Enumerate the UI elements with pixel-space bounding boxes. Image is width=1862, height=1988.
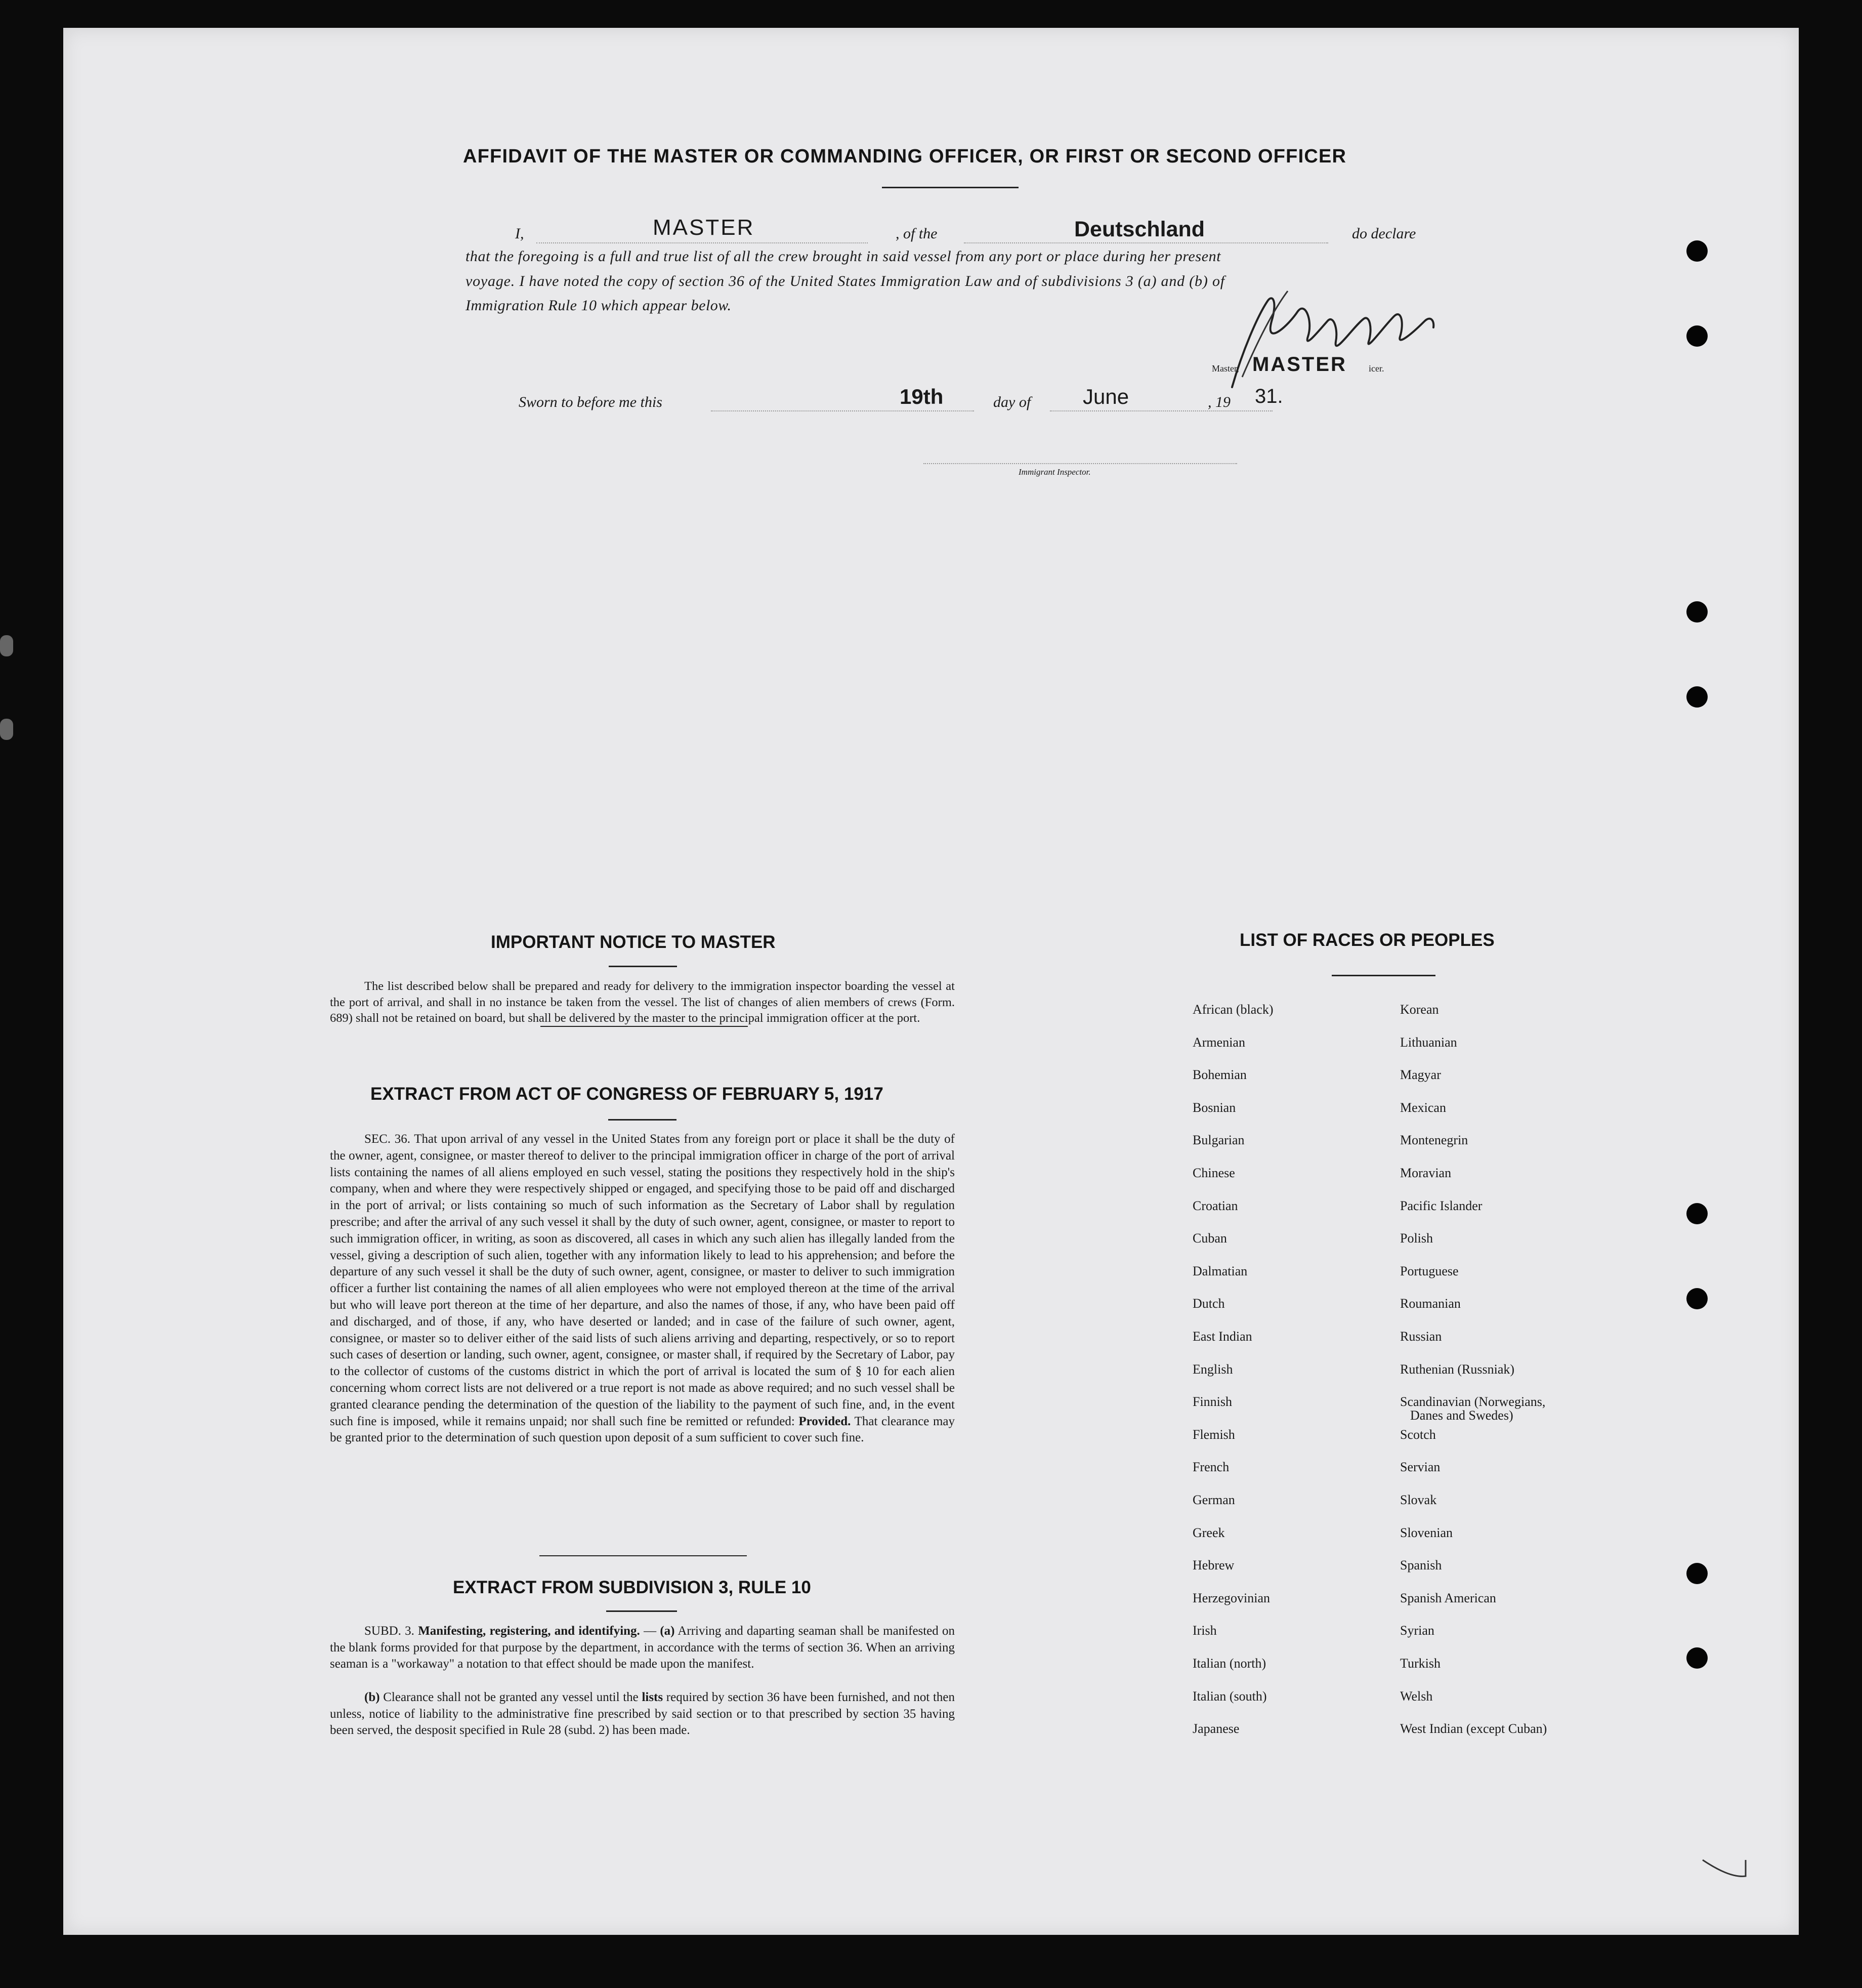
affidavit-body-line3: voyage. I have noted the copy of section 36 of the United States Immigration Law and of subdivisions 3 (a) and (b) of — [466, 273, 1225, 289]
race-item: Korean — [1400, 1002, 1439, 1017]
sworn-year-prefix: , 19 — [1208, 394, 1231, 410]
race-item: French — [1193, 1460, 1230, 1475]
extract-act-proviso-text: That clearance may be granted prior to the determination of such question upon deposit of a sum sufficient to cover such fine. — [330, 1414, 955, 1445]
race-item: African (black) — [1193, 1002, 1274, 1017]
extract-act-proviso: Provided. — [798, 1414, 851, 1428]
race-item: Russian — [1400, 1329, 1442, 1344]
punch-hole — [1686, 1563, 1708, 1584]
master-name-blank — [536, 242, 868, 243]
extract-rule-b-label: (b) — [364, 1690, 380, 1704]
race-item: Flemish — [1193, 1427, 1235, 1442]
sworn-prefix: Sworn to before me this — [519, 394, 662, 410]
extract-rule-subd-heading: Manifesting, registering, and identifying. — [418, 1624, 640, 1638]
punch-hole — [1686, 1288, 1708, 1309]
race-item: Servian — [1400, 1460, 1441, 1475]
race-item: Scotch — [1400, 1427, 1436, 1442]
race-item: Turkish — [1400, 1656, 1441, 1671]
affidavit-line1-prefix: I, — [515, 225, 524, 242]
race-item: Mexican — [1400, 1100, 1446, 1115]
corner-pencil-mark — [1698, 1850, 1748, 1885]
race-item: Dutch — [1193, 1296, 1225, 1311]
inspector-caption: Immigrant Inspector. — [1019, 467, 1091, 477]
inspector-signature-blank — [923, 463, 1237, 464]
extract-rule-dash: — — [644, 1624, 657, 1638]
sworn-day-value: 19th — [900, 385, 944, 408]
extract-rule-a-text: Arriving and daparting seaman shall be manifested on the blank forms provided for that purpose by the department, in accordance with the terms of section 36. When an arriving seaman is a "workaway" a notation to that effect should be made upon the manifest. — [330, 1624, 955, 1671]
race-item: Hebrew — [1193, 1558, 1235, 1573]
scanner-edge-mark — [0, 635, 13, 656]
race-item: Magyar — [1400, 1067, 1441, 1083]
race-item: Croatian — [1193, 1198, 1238, 1213]
scanner-edge-mark — [0, 719, 13, 740]
race-item: Finnish — [1193, 1394, 1233, 1410]
race-item: English — [1193, 1361, 1233, 1377]
race-item: Bohemian — [1193, 1067, 1247, 1083]
notice-text: The list described below shall be prepared and ready for delivery to the immigration inspector boarding the vessel at the port of arrival, and shall in no instance be taken from the vessel. The list of changes of alien members of crews (Form. 689) shall not be retained on board, but shall be delivered by the master to the principal immigration officer at the port. — [330, 979, 955, 1025]
officer-caption: Master, — [1212, 363, 1239, 374]
race-item: Italian (north) — [1193, 1656, 1266, 1671]
race-item: East Indian — [1193, 1329, 1252, 1344]
punch-hole — [1686, 1647, 1708, 1669]
race-item: Roumanian — [1400, 1296, 1461, 1311]
punch-hole — [1686, 325, 1708, 347]
races-title-rule — [1332, 975, 1435, 976]
race-item: Syrian — [1400, 1623, 1434, 1638]
race-item: Bosnian — [1193, 1100, 1236, 1115]
extract-rule-subd-b — [330, 1689, 955, 1739]
race-item: Lithuanian — [1400, 1034, 1457, 1050]
extract-rule-subd-label: SUBD. 3. — [364, 1624, 414, 1638]
extract-rule-title: EXTRACT FROM SUBDIVISION 3, RULE 10 — [453, 1578, 811, 1597]
document-page — [63, 28, 1799, 1935]
race-item: Greek — [1193, 1525, 1225, 1540]
race-item: Irish — [1193, 1623, 1217, 1638]
vessel-name-blank — [964, 242, 1328, 243]
affidavit-body-line4: Immigration Rule 10 which appear below. — [466, 297, 732, 314]
race-item: Cuban — [1193, 1231, 1227, 1246]
affidavit-line1-mid: , of the — [896, 225, 938, 242]
punch-hole — [1686, 601, 1708, 623]
notice-title-rule — [609, 966, 677, 967]
race-item: Armenian — [1193, 1034, 1245, 1050]
punch-hole — [1686, 686, 1708, 708]
race-item: Moravian — [1400, 1166, 1452, 1180]
extract-act-body: SEC. 36. That upon arrival of any vessel in the United States from any foreign port or place it shall be the duty of the owner, agent, consignee, or master thereof to deliver to the principal immigration officer in charge of the port of arrival lists containing the names of all aliens employed en such vessel, stating the positions they respectively hold in the ship's company, when and where they were respectively shipped or engaged, and specifying those to be paid off and discharged in the port of arrival; or lists containing so much of such information as the Secretary of Labor shall by regulation prescribe; and after the arrival of any such vessel it shall by the duty of such owner, agent, consignee, or master to report to such immigration officer, in writing, as soon as discovered, all cases in which any such alien has illegally landed from the vessel, giving a description of such alien, together with any information likely to lead to his apprehension; and before the departure of any such vessel it shall be the duty of such owner, agent, consignee, or master to deliver to such immigration officer a further list containing the names of all alien employees who were not employed thereon at the time of the arrival but who will leave port thereon at the time of her departure, and also the names of those, if any, who have been paid off and discharged, and of those, if any, who have deserted or landed; and in case of the failure of such owner, agent, consignee, or master so to deliver either of the said lists of such aliens arriving and departing, respectively, or so to report such cases of desertion or landing, such owner, agent, consignee, or master shall, if required by the Secretary of Labor, pay to the collector of customs of the customs district in which the port of arrival is located the sum of § 10 for each alien concerning whom correct lists are not delivered or a true report is not made as above required; and no such vessel shall be granted clearance pending the determination of the question of the liability to the payment of such fine, and, in the event such fine is imposed, while it remains unpaid; nor shall such fine be remitted or refunded: — [330, 1132, 955, 1428]
sworn-year-suffix: 31. — [1255, 385, 1283, 407]
master-name-value: MASTER — [653, 215, 755, 240]
race-item: German — [1193, 1493, 1235, 1507]
race-item: Japanese — [1193, 1721, 1240, 1736]
handwritten-signature — [1212, 281, 1475, 402]
races-continuation: Danes and Swedes) — [1410, 1408, 1513, 1423]
extract-act-title: EXTRACT FROM ACT OF CONGRESS OF FEBRUARY 5, 1917 — [370, 1084, 883, 1104]
sworn-dayof: day of — [993, 394, 1031, 410]
race-item: Montenegrin — [1400, 1133, 1468, 1148]
affidavit-title-rule — [882, 187, 1019, 188]
race-item: Spanish American — [1400, 1590, 1496, 1605]
race-item: Chinese — [1193, 1166, 1235, 1180]
race-item: Welsh — [1400, 1688, 1433, 1704]
race-item: Dalmatian — [1193, 1263, 1248, 1278]
race-item: Italian (south) — [1193, 1688, 1267, 1704]
race-item: Pacific Islander — [1400, 1198, 1483, 1213]
race-item: West Indian (except Cuban) — [1400, 1721, 1547, 1736]
extract-rule-b-text1: Clearance shall not be granted any vessel until the — [383, 1690, 639, 1704]
race-item: Slovenian — [1400, 1525, 1453, 1540]
race-item: Ruthenian (Russniak) — [1400, 1361, 1515, 1377]
race-item: Bulgarian — [1193, 1133, 1245, 1148]
race-item: Spanish — [1400, 1558, 1442, 1573]
extract-rule-b-text2: required by section 36 have been furnished, and not then unless, notice of liability to the administrative fine prescribed by said section or to that prescribed by section 35 having been served, the desposit specified in Rule 28 (subd. 2) has been made. — [330, 1690, 955, 1737]
sworn-month-value: June — [1083, 385, 1129, 408]
affidavit-line1-suffix: do declare — [1352, 225, 1416, 242]
race-item: Slovak — [1400, 1493, 1437, 1507]
extract-rule-title-rule — [606, 1610, 677, 1612]
sworn-day-blank — [711, 410, 974, 411]
extract-rule-subd-a — [330, 1623, 955, 1673]
notice-end-rule — [540, 1026, 748, 1027]
affidavit-title: AFFIDAVIT OF THE MASTER OR COMMANDING OFFICER, OR FIRST OR SECOND OFFICER — [463, 146, 1347, 167]
affidavit-body-line2: that the foregoing is a full and true list of all the crew brought in said vessel from any port or place during her present — [466, 248, 1221, 265]
races-title: LIST OF RACES OR PEOPLES — [1240, 930, 1495, 950]
notice-title: IMPORTANT NOTICE TO MASTER — [491, 932, 776, 952]
signed-title: MASTER — [1252, 353, 1347, 376]
race-item: Portuguese — [1400, 1263, 1459, 1278]
sworn-month-blank — [1050, 410, 1273, 411]
race-item: Herzegovinian — [1193, 1590, 1271, 1605]
race-item: Scandinavian (Norwegians, — [1400, 1394, 1546, 1410]
punch-hole — [1686, 1203, 1708, 1224]
extract-act-title-rule — [608, 1119, 676, 1121]
extract-rule-a-label: (a) — [660, 1624, 675, 1638]
officer-caption-tail: icer. — [1369, 363, 1384, 374]
extract-rule-b-lists: lists — [642, 1690, 663, 1704]
extract-act-text — [330, 1131, 955, 1446]
race-item: Polish — [1400, 1231, 1433, 1246]
vessel-name-value: Deutschland — [1074, 217, 1205, 241]
extract-act-end-rule — [539, 1555, 747, 1556]
punch-hole — [1686, 240, 1708, 262]
